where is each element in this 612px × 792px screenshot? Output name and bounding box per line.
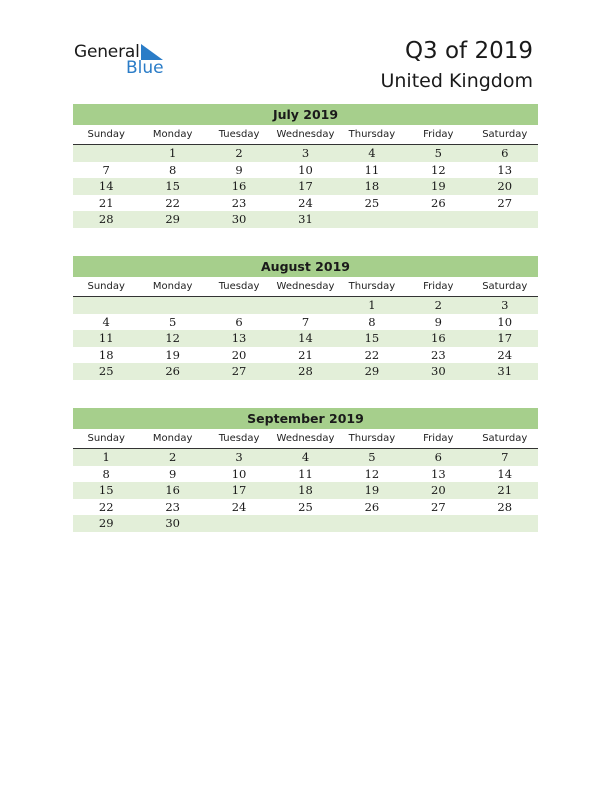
- day-cell: 11: [364, 162, 380, 177]
- day-cell: 15: [364, 331, 380, 345]
- weekday-label: Friday: [423, 129, 454, 140]
- day-cell: 6: [434, 450, 442, 464]
- day-cell: 22: [364, 347, 380, 362]
- month-title: September 2019: [73, 408, 538, 429]
- day-cell: 29: [364, 364, 380, 378]
- day-cell: 20: [431, 483, 446, 497]
- day-cell: 30: [431, 364, 446, 378]
- weekday-label: Wednesday: [276, 281, 335, 292]
- day-cell: 27: [497, 195, 513, 210]
- day-cell: 2: [235, 146, 243, 160]
- week-row: [73, 482, 538, 499]
- day-cell: [206, 515, 272, 532]
- day-cell: 21: [497, 483, 513, 497]
- page-title: Q3 of 2019: [404, 38, 533, 64]
- day-cell: 10: [298, 162, 313, 177]
- day-cell: 26: [431, 195, 446, 210]
- weekday-label: Sunday: [87, 433, 125, 444]
- day-cell: 25: [98, 364, 114, 378]
- day-cell: 24: [298, 195, 313, 210]
- day-cell: 28: [497, 499, 513, 514]
- day-cell: 11: [98, 331, 114, 345]
- week-row: [73, 347, 538, 364]
- day-cell: 6: [501, 146, 509, 160]
- day-cell: 23: [431, 347, 446, 362]
- day-cell: [73, 145, 139, 162]
- week-row: [73, 314, 538, 331]
- day-cell: 8: [168, 162, 177, 177]
- day-cell: 7: [501, 450, 509, 464]
- day-cell: 19: [165, 347, 180, 362]
- day-cell: 18: [98, 347, 114, 362]
- weekday-label: Tuesday: [218, 281, 260, 292]
- month-calendar: [73, 104, 538, 228]
- day-cell: 14: [98, 179, 114, 193]
- day-cell: [472, 211, 538, 228]
- day-cell: 25: [364, 195, 380, 210]
- day-cell: [339, 211, 405, 228]
- day-cell: 3: [301, 146, 310, 160]
- day-cell: 14: [497, 466, 513, 481]
- week-row: [73, 195, 538, 212]
- day-cell: 25: [298, 499, 313, 514]
- day-cell: 7: [102, 162, 110, 177]
- day-cell: 31: [497, 364, 513, 378]
- day-cell: 21: [98, 195, 114, 210]
- day-cell: 22: [98, 499, 114, 514]
- day-cell: 9: [168, 466, 177, 481]
- week-row: [73, 499, 538, 516]
- week-row: [73, 297, 538, 314]
- day-cell: 20: [497, 179, 513, 193]
- weekday-header-row: [73, 279, 538, 297]
- week-row: [73, 162, 538, 179]
- day-cell: 13: [231, 331, 247, 345]
- day-cell: [272, 515, 338, 532]
- weekday-label: Friday: [423, 433, 454, 444]
- day-cell: 18: [298, 483, 313, 497]
- day-cell: 17: [231, 483, 247, 497]
- day-cell: [472, 515, 538, 532]
- day-cell: 26: [364, 499, 380, 514]
- weekday-label: Saturday: [482, 281, 528, 292]
- weekday-header-row: [73, 127, 538, 145]
- day-cell: 8: [102, 466, 110, 481]
- day-cell: 2: [168, 450, 177, 464]
- day-cell: [272, 297, 338, 314]
- day-cell: 15: [98, 483, 114, 497]
- day-cell: 5: [168, 314, 177, 329]
- day-cell: 19: [364, 483, 380, 497]
- day-cell: 18: [364, 179, 380, 193]
- day-cell: [139, 297, 205, 314]
- day-cell: 26: [165, 364, 180, 378]
- day-cell: 9: [434, 314, 442, 329]
- weekday-header-row: [73, 431, 538, 449]
- day-cell: 10: [231, 466, 247, 481]
- day-cell: [206, 297, 272, 314]
- weekday-label: Monday: [152, 433, 193, 444]
- day-cell: 4: [301, 450, 310, 464]
- day-cell: 19: [431, 179, 446, 193]
- weekday-label: Sunday: [87, 281, 125, 292]
- day-cell: [405, 211, 471, 228]
- day-cell: 24: [497, 347, 513, 362]
- week-row: [73, 515, 538, 532]
- month-title: July 2019: [73, 104, 538, 125]
- weekday-label: Thursday: [348, 433, 396, 444]
- day-cell: 28: [298, 364, 313, 378]
- day-cell: 30: [165, 516, 180, 530]
- day-cell: 17: [298, 179, 313, 193]
- day-cell: 1: [168, 146, 177, 160]
- day-cell: 15: [165, 179, 180, 193]
- month-title: August 2019: [73, 256, 538, 277]
- day-cell: 23: [165, 499, 180, 514]
- week-row: [73, 449, 538, 466]
- day-cell: 16: [431, 331, 446, 345]
- page-subtitle: United Kingdom: [380, 70, 533, 92]
- day-cell: 3: [235, 450, 243, 464]
- weekday-label: Thursday: [348, 281, 396, 292]
- weekday-label: Monday: [152, 129, 193, 140]
- generalblue-logo: [74, 42, 174, 78]
- day-cell: [73, 297, 139, 314]
- day-cell: [405, 515, 471, 532]
- week-row: [73, 145, 538, 162]
- day-cell: 29: [165, 212, 180, 226]
- day-cell: 6: [235, 314, 243, 329]
- day-cell: 24: [231, 499, 247, 514]
- weekday-label: Monday: [152, 281, 193, 292]
- day-cell: 17: [497, 331, 513, 345]
- day-cell: 22: [165, 195, 180, 210]
- weekday-label: Sunday: [87, 129, 125, 140]
- day-cell: 12: [364, 466, 380, 481]
- weekday-label: Saturday: [482, 433, 528, 444]
- day-cell: 2: [434, 298, 442, 312]
- month-calendar: [73, 408, 538, 532]
- day-cell: 9: [235, 162, 243, 177]
- month-calendar: [73, 256, 538, 380]
- day-cell: 27: [431, 499, 446, 514]
- week-row: [73, 363, 538, 380]
- weekday-label: Tuesday: [218, 433, 260, 444]
- day-cell: 13: [431, 466, 446, 481]
- day-cell: 16: [231, 179, 247, 193]
- day-cell: 10: [497, 314, 513, 329]
- day-cell: 5: [434, 146, 442, 160]
- day-cell: 20: [231, 347, 247, 362]
- day-cell: 12: [165, 331, 180, 345]
- day-cell: 7: [301, 314, 310, 329]
- weekday-label: Saturday: [482, 129, 528, 140]
- weekday-label: Thursday: [348, 129, 396, 140]
- day-cell: 29: [98, 516, 114, 530]
- day-cell: 1: [368, 298, 376, 312]
- weekday-label: Tuesday: [218, 129, 260, 140]
- week-row: [73, 466, 538, 483]
- weekday-label: Wednesday: [276, 433, 335, 444]
- day-cell: 21: [298, 347, 313, 362]
- logo-general-text: General: [74, 42, 140, 62]
- day-cell: 31: [298, 212, 313, 226]
- weekday-label: Wednesday: [276, 129, 335, 140]
- day-cell: 4: [368, 146, 376, 160]
- day-cell: [339, 515, 405, 532]
- day-cell: 14: [298, 331, 313, 345]
- day-cell: 11: [298, 466, 313, 481]
- day-cell: 23: [231, 195, 247, 210]
- day-cell: 4: [102, 314, 110, 329]
- day-cell: 5: [368, 450, 376, 464]
- day-cell: 30: [231, 212, 247, 226]
- day-cell: 16: [165, 483, 180, 497]
- day-cell: 1: [102, 450, 110, 464]
- day-cell: 27: [231, 364, 247, 378]
- day-cell: 3: [501, 298, 509, 312]
- day-cell: 13: [497, 162, 513, 177]
- day-cell: 28: [98, 212, 114, 226]
- week-row: [73, 211, 538, 228]
- week-row: [73, 178, 538, 195]
- logo-blue-text: Blue: [126, 58, 164, 78]
- day-cell: 8: [368, 314, 376, 329]
- day-cell: 12: [431, 162, 446, 177]
- weekday-label: Friday: [423, 281, 454, 292]
- week-row: [73, 330, 538, 347]
